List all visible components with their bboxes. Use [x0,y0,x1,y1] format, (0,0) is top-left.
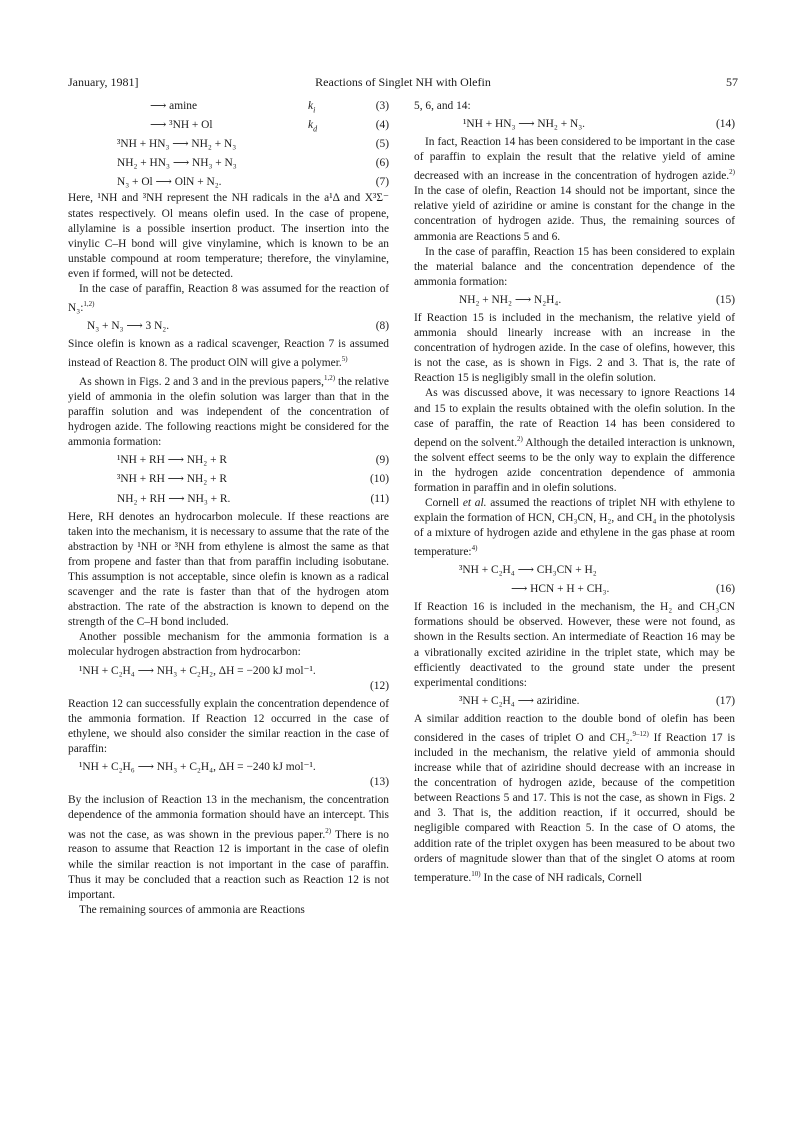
paragraph: As was discussed above, it was necessary to ignore Reactions 14 and 15 to explain the results obtained with the olefin solution. In the case of paraffin, the rate of Reaction 14 has been considered to depend on the solvent.$^{2)}$ Although the detailed interaction is unknown, the solvent effect seems to be the only way to explain the difference in the hydrogen azide concentration dependence of ammonia formation in paraffin and in olefin solutions. [414,387,735,494]
paragraph: Cornell et al. assumed the reactions of triplet NH with ethylene to explain the formation of HCN, CH₃CN, H₂, and CH₄ in the photolysis of a mixture of hydrogen azide and ethylene in the gas phase at room temperature:$^{4)}$ [414,496,735,559]
equation-number: (9) [375,454,389,467]
equation-number: (16) [716,583,735,596]
equation-expression: ¹NH + RH ⟶ NH₂ + R [117,454,227,467]
rate-constant: $k_d$ [308,119,318,134]
equation-number: (3) [375,100,389,112]
equation-number: (8) [375,320,389,333]
equation-7 [68,175,389,190]
equation-expression: NH₂ + HN₃ ⟶ NH₃ + N₃ [117,157,237,170]
equation-16b [414,582,735,597]
equation-number: (15) [716,293,735,306]
equation-number: (5) [375,138,389,151]
paragraph: In fact, Reaction 14 has been considered to be important in the case of paraffin to explain the result that the relative yield of amine decreased with an increase in the concentration of hydrogen azide.$^{2)}$ In the case of olefin, Reaction 14 should not be important, since the relative yield of aziridine or amine is constant for the change in the concentration of hydrogen azide. Thus, the remaining sources of ammonia are Reactions 5 and 6. [414,136,735,243]
paragraph: By the inclusion of Reaction 13 in the mechanism, the concentration dependence of the ammonia formation should have an intercept. This was not the case, as was shown in the previous paper.$^{2)}$ There is no reason to assume that Reaction 12 is important in the case of olefin while the similar reaction is not important in the case of paraffin. Thus it may be concluded that a reaction such as Reaction 12 is not important. [68,794,389,901]
paragraph: If Reaction 16 is included in the mechanism, the H₂ and CH₃CN formations should be observed. However, these were not found, as shown in the Results section. An intermediate of Reaction 16 may be a vibrationally excited aziridine in the triplet state, which may be efficiently deactivated to the ground state under the present experimental conditions: [414,601,735,689]
equation-expression: ³NH + C₂H₄ ⟶ aziridine. [459,694,580,707]
equation-12 [68,664,389,679]
equation-expression: ⟶ amine [150,100,198,112]
equation-3 [68,99,389,114]
equation-14 [414,117,735,132]
equation-number: (4) [375,119,389,132]
equation-16a [414,563,735,578]
equation-expression: N₃ + N₃ ⟶ 3 N₂. [87,320,170,333]
equation-expression: ¹NH + C₂H₄ ⟶ NH₃ + C₂H₂, ΔH = −200 kJ mol⁻¹. [79,664,316,677]
running-header [68,75,738,91]
header-date: January, 1981] [68,75,139,89]
equation-5 [68,137,389,152]
paragraph: Another possible mechanism for the ammonia formation is a molecular hydrogen abstraction from hydrocarbon: [68,631,389,659]
equation-expression: ¹NH + C₂H₆ ⟶ NH₃ + C₂H₄, ΔH = −240 kJ mol⁻¹. [79,761,316,774]
equation-number: (6) [375,157,389,170]
equation-number: (17) [716,694,735,707]
equation-4 [68,118,389,133]
equation-expression: N₃ + Ol ⟶ OlN + N₂. [117,176,222,189]
equation-number: (10) [370,473,389,486]
equation-10 [68,472,389,487]
equation-8 [68,319,389,334]
equation-expression: ³NH + HN₃ ⟶ NH₂ + N₃ [117,138,237,151]
equation-17 [414,694,735,709]
page-number: 57 [726,75,738,89]
paragraph: 5, 6, and 14: [414,100,471,112]
equation-9 [68,453,389,468]
equation-expression: NH₂ + NH₂ ⟶ N₂H₄. [459,293,562,306]
equation-expression: ⟶ ³NH + Ol [150,119,213,132]
left-column [68,99,389,918]
paragraph: If Reaction 15 is included in the mechanism, the relative yield of ammonia should linearly increase with an increase in the concentration of hydrogen azide. In the case of olefins, however, this is not the case, as is shown in Figs. 2 and 3. That is, the rate of Reaction 15 is negligibly small in the olefin solution. [414,312,735,385]
paragraph: Here, ¹NH and ³NH represent the NH radicals in the a¹Δ and X³Σ⁻ states respectively. Ol means olefin used. In the case of propene, allylamine is a possible insertion product. The insertion into the vinylic C–H bond will give vinylamine, which is known to be an unstable compound at room temperature; therefore, the vinylamine, even if formed, will not be detected. [68,192,389,280]
paragraph: A similar addition reaction to the double bond of olefin has been considered in the cases of triplet O and CH₂.$^{9-12)}$ If Reaction 17 is included in the mechanism, the relative yield of ammonia should increase while that of aziridine should decrease with an increase in the concentration of hydrogen azide, because of the competition between Reactions 5 and 17. This is not the case, as shown in Figs. 2 and 3. That is, the addition reaction, if it occurred, should be negligible compared with Reaction 5. In the case of O atoms, the addition rate of the triplet oxygen has been measured to be about two orders of magnitude slower than that of the singlet O atoms at room temperature.$^{10)}$ In the case of NH radicals, Cornell [414,712,736,884]
equation-number: (13) [370,776,389,789]
equation-expression: ¹NH + HN₃ ⟶ NH₂ + N₃. [463,118,586,131]
equation-number: (7) [375,176,389,189]
paragraph: Reaction 12 can successfully explain the concentration dependence of the ammonia formation. If Reaction 12 occurred in the case of ethylene, we should also consider the similar reaction in the case of paraffin: [68,697,389,756]
paragraph: Here, RH denotes an hydrocarbon molecule. If these reactions are taken into the mechanism, it is necessary to assume that the rate of the abstraction by ¹NH or ³NH from ethylene is almost the same as that from propene and faster than that from paraffin including isobutane. This assumption is not acceptable, since olefin is known as a radical scavenger and the rate is faster than that of the hydrogen atom abstraction. The rate of the abstraction is known to depend on the strength of the C–H bond included. [68,510,389,629]
equation-expression: ⟶ HCN + H + CH₃. [511,583,610,596]
paragraph: The remaining sources of ammonia are Reactions [79,903,305,916]
paragraph: In the case of paraffin, Reaction 15 has been considered to explain the material balance and the concentration dependence of the ammonia formation: [414,245,735,288]
paragraph: In the case of paraffin, Reaction 8 was assumed for the reaction of N₃:$^{1,2)}$ [68,283,389,314]
paragraph: As shown in Figs. 2 and 3 and in the previous papers,$^{1,2)}$ the relative yield of ammonia in the olefin solution was larger than that in the paraffin solution and was independent of the concentration of hydrogen azide. The following reactions might be considered for the ammonia formation: [68,374,389,449]
equation-expression: ³NH + RH ⟶ NH₂ + R [117,473,227,486]
equation-6 [68,156,389,171]
equation-expression: NH₂ + RH ⟶ NH₃ + R. [117,492,231,505]
equation-expression: ³NH + C₂H₄ ⟶ CH₃CN + H₂ [459,564,597,577]
paragraph: Since olefin is known as a radical scavenger, Reaction 7 is assumed instead of Reaction 8. The product OlN will give a polymer.$^{5)}$ [68,338,389,369]
equation-number: (14) [716,118,735,131]
equation-number: (11) [370,492,389,505]
equation-11 [68,492,389,507]
header-title: Reactions of Singlet NH with Olefin [315,75,491,89]
right-column [414,99,735,886]
rate-constant: $k_i$ [308,100,316,115]
equation-number: (12) [370,679,389,692]
equation-13 [68,760,389,775]
equation-15 [414,293,735,308]
